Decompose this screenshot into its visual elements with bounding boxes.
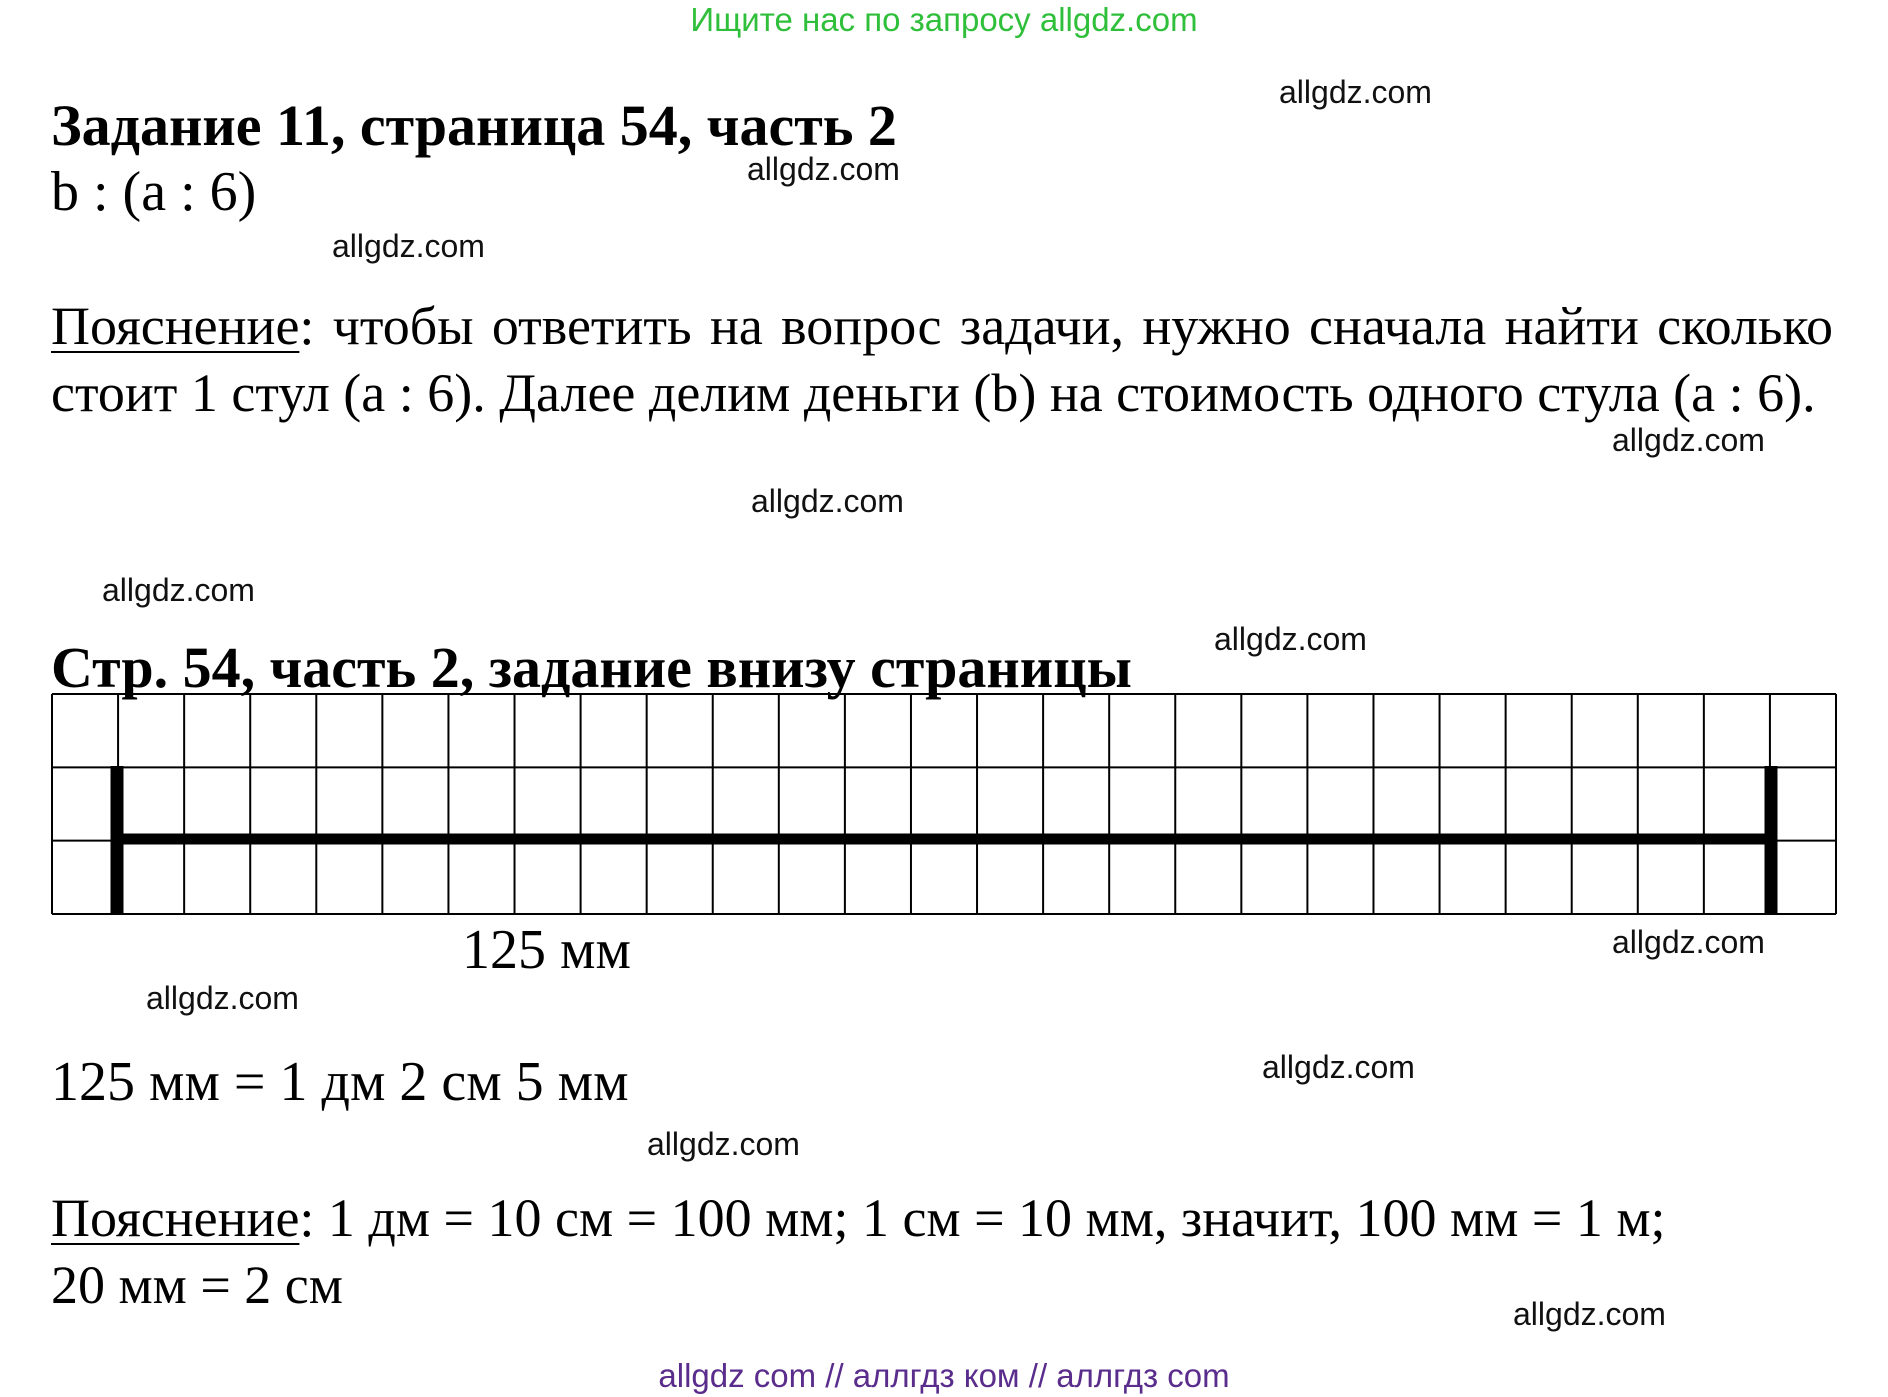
segment-label: 125 мм: [462, 919, 631, 981]
watermark: allgdz.com: [751, 483, 904, 519]
explanation2-label: Пояснение: [51, 1188, 300, 1248]
watermark: allgdz.com: [1612, 422, 1765, 458]
top-banner: Ищите нас по запросу allgdz.com: [690, 1, 1198, 38]
watermark: allgdz.com: [1262, 1049, 1415, 1085]
watermark: allgdz.com: [747, 151, 900, 187]
watermark: allgdz.com: [102, 572, 255, 608]
watermark: allgdz.com: [1279, 74, 1432, 110]
explanation2-text-line2: 20 мм = 2 см: [51, 1255, 343, 1315]
conversion-equation: 125 мм = 1 дм 2 см 5 мм: [51, 1051, 629, 1113]
footer-links: allgdz com // аллгдз ком // аллгдз com: [658, 1357, 1230, 1394]
watermark: allgdz.com: [332, 228, 485, 264]
task-heading: Задание 11, страница 54, часть 2: [51, 93, 897, 158]
answer-expression: b : (a : 6): [51, 161, 257, 223]
watermark: allgdz.com: [647, 1126, 800, 1162]
task2-heading: Стр. 54, часть 2, задание внизу страницы: [51, 635, 1132, 700]
explanation-paragraph: [51, 293, 1833, 427]
watermark: allgdz.com: [146, 980, 299, 1016]
explanation-text: : чтобы ответить на вопрос задачи, нужно сначала найти сколько стоит 1 стул (a : 6). Далее делим деньги (b) на стоимость одного стула (a : 6).: [51, 296, 1833, 423]
explanation-label: Пояснение: [51, 296, 300, 356]
watermark: allgdz.com: [1513, 1296, 1666, 1332]
watermark: allgdz.com: [1214, 621, 1367, 657]
grid-drawing: [51, 693, 1837, 915]
explanation2-text-line1: : 1 дм = 10 см = 100 мм; 1 см = 10 мм, значит, 100 мм = 1 м;: [299, 1188, 1666, 1248]
watermark: allgdz.com: [1612, 924, 1765, 960]
grid-lines: [52, 694, 1836, 914]
